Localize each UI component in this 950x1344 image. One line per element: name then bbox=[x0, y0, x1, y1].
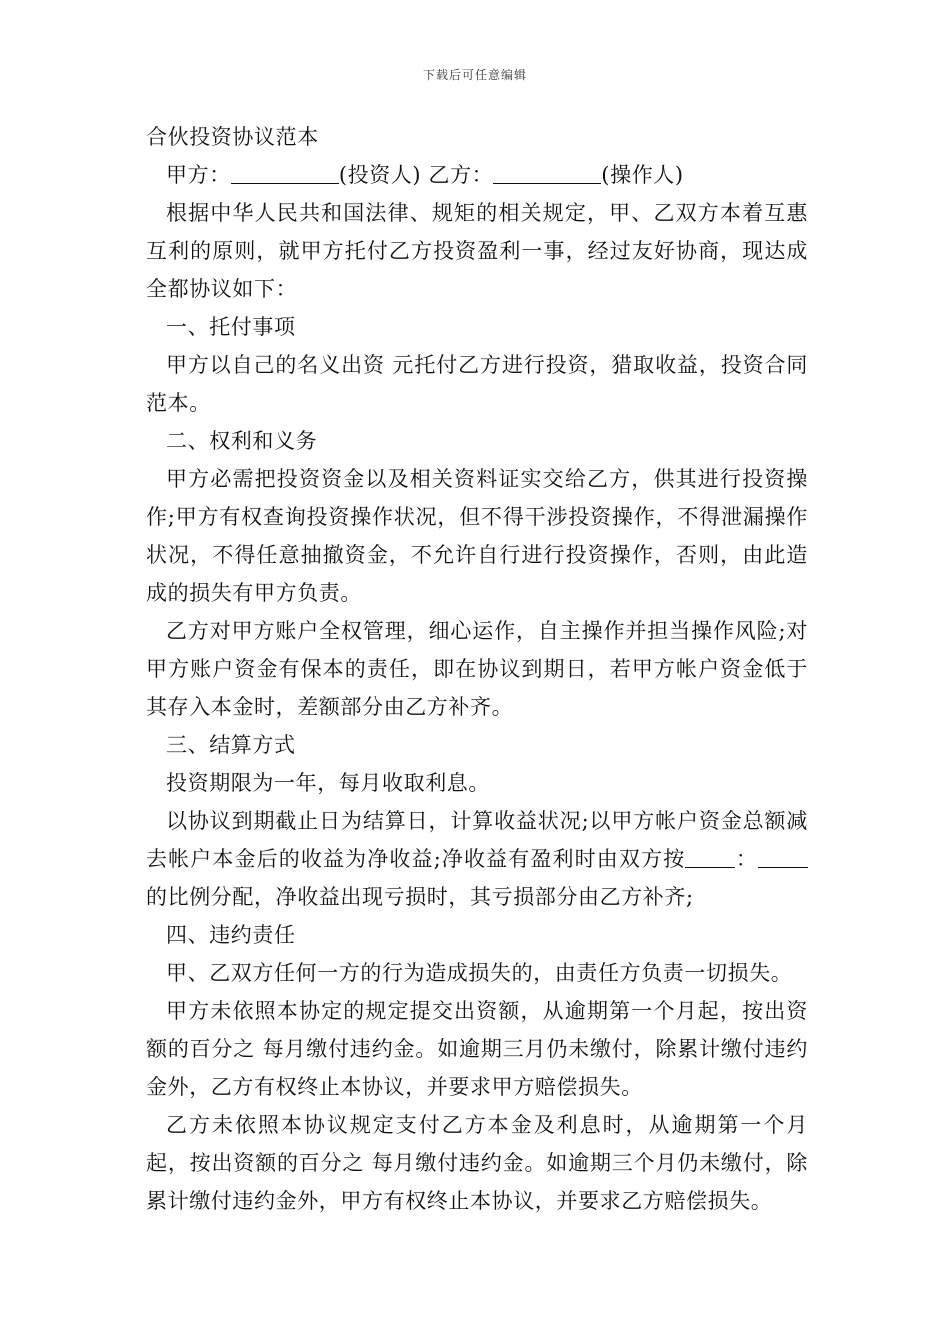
parties-line bbox=[146, 156, 808, 194]
section-4-paragraph-1: 甲、乙双方任何一方的行为造成损失的，由责任方负责一切损失。 bbox=[166, 961, 793, 985]
section-2-heading: 二、权利和义务 bbox=[166, 429, 318, 453]
section-4-paragraph-2: 甲方未依照本协定的规定提交出资额，从逾期第一个月起，按出资额的百分之 每月缴付违约金。如逾期三月仍未缴付，除累计缴付违约金外，乙方有权终止本协议，并要求甲方赔偿损失。 bbox=[146, 999, 808, 1099]
section-3-heading: 三、结算方式 bbox=[166, 733, 296, 757]
settlement-text-before: 以协议到期截止日为结算日，计算收益状况;以甲方帐户资金总额减去帐户本金后的收益为净收益;净收益有盈利时由双方按 bbox=[146, 809, 808, 871]
party-a-label: 甲方： bbox=[166, 163, 231, 187]
ratio-blank-b-end bbox=[770, 846, 808, 868]
ratio-blank-b-start bbox=[758, 846, 770, 868]
section-2-paragraph-2: 乙方对甲方账户全权管理，细心运作，自主操作并担当操作风险;对甲方账户资金有保本的责任，即在协议到期日，若甲方帐户资金低于其存入本金时，差额部分由乙方补齐。 bbox=[146, 619, 808, 719]
section-3-paragraph-2 bbox=[146, 802, 808, 916]
party-a-blank bbox=[231, 162, 339, 184]
party-b-blank bbox=[493, 162, 601, 184]
section-1-paragraph-1: 甲方以自己的名义出资 元托付乙方进行投资，猎取收益，投资合同范本。 bbox=[146, 353, 808, 415]
ratio-colon: ： bbox=[735, 847, 758, 871]
intro-paragraph: 根据中华人民共和国法律、规矩的相关规定，甲、乙双方本着互惠互利的原则，就甲方托付乙方投资盈利一事，经过友好协商，现达成全都协议如下： bbox=[146, 201, 808, 301]
section-2-paragraph-1: 甲方必需把投资资金以及相关资料证实交给乙方，供其进行投资操作;甲方有权查询投资操作状况，但不得干涉投资操作，不得泄漏操作状况，不得任意抽撤资金，不允许自行进行投资操作，否则，由此造成的损失有甲方负责。 bbox=[146, 467, 808, 605]
party-b-label: 乙方： bbox=[428, 163, 494, 187]
page-header-note: 下载后可任意编辑 bbox=[422, 68, 527, 82]
party-b-role: (操作人) bbox=[601, 163, 684, 187]
document-title: 合伙投资协议范本 bbox=[146, 125, 319, 149]
settlement-text-after: 的比例分配，净收益出现亏损时，其亏损部分由乙方补齐; bbox=[146, 885, 694, 909]
section-4-heading: 四、违约责任 bbox=[166, 923, 296, 947]
section-4-paragraph-3: 乙方未依照本协议规定支付乙方本金及利息时，从逾期第一个月起，按出资额的百分之 每月缴付违约金。如逾期三个月仍未缴付，除累计缴付违约金外，甲方有权终止本协议，并要求乙方赔偿损失。 bbox=[146, 1113, 808, 1213]
section-3-paragraph-1: 投资期限为一年，每月收取利息。 bbox=[166, 771, 490, 795]
section-1-heading: 一、托付事项 bbox=[166, 315, 296, 339]
party-a-role: (投资人) bbox=[338, 163, 422, 187]
document-body bbox=[146, 118, 808, 1220]
ratio-blank-a bbox=[685, 846, 735, 868]
